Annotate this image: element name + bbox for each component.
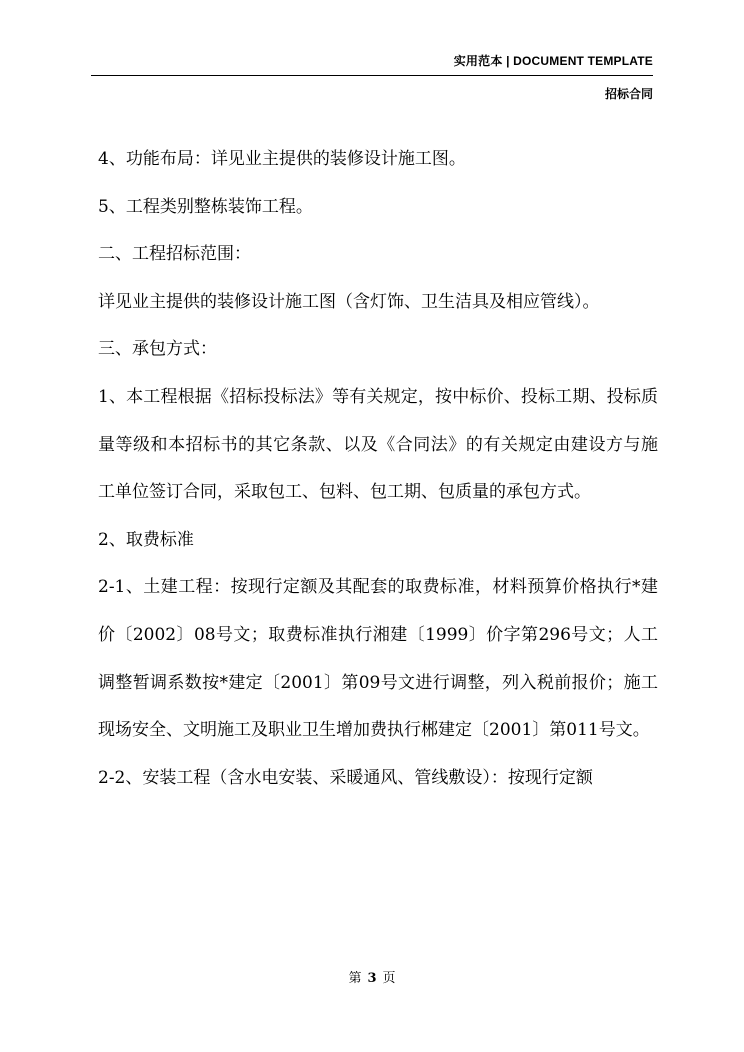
document-header-subtitle: 招标合同 (604, 87, 653, 101)
document-header-title: 实用范本 | DOCUMENT TEMPLATE (453, 54, 653, 68)
page-label-suffix: 页 (382, 971, 396, 986)
header-divider (91, 75, 653, 76)
page-number: 3 (367, 971, 377, 986)
section-heading-contract-method: 三、承包方式： (98, 339, 217, 360)
section-heading-bidding-scope: 二、工程招标范围： (98, 244, 251, 265)
paragraph-project-category: 5、工程类别整栋装饰工程。 (98, 196, 313, 217)
paragraph-bidding-scope: 详见业主提供的装修设计施工图（含灯饰、卫生洁具及相应管线）。 (98, 291, 600, 312)
page-footer (0, 967, 744, 986)
subheading-fee-standards: 2、取费标准 (98, 529, 194, 550)
paragraph-functional-layout: 4、功能布局：详见业主提供的装修设计施工图。 (98, 149, 466, 169)
page-label-prefix: 第 (348, 971, 362, 986)
paragraph-installation-works: 2-2、安装工程（含水电安装、采暖通风、管线敷设）：按现行定额 (98, 767, 593, 788)
paragraph-civil-works: 2-1、土建工程：按现行定额及其配套的取费标准，材料预算价格执行*建价〔2002〕08号文；取费标准执行湘建〔1999〕价字第296号文；人工调整暂调系数按*建定〔2001〕第09号文进行调整，列入税前报价；施工现场安全、文明施工及职业卫生增加费执行郴建定〔2001〕第011号文。 (98, 577, 658, 741)
document-body (98, 136, 658, 802)
paragraph-contract-method: 1、本工程根据《招标投标法》等有关规定，按中标价、投标工期、投标质量等级和本招标书的其它条款、以及《合同法》的有关规定由建设方与施工单位签订合同，采取包工、包料、包工期、包质量的承包方式。 (98, 386, 658, 503)
